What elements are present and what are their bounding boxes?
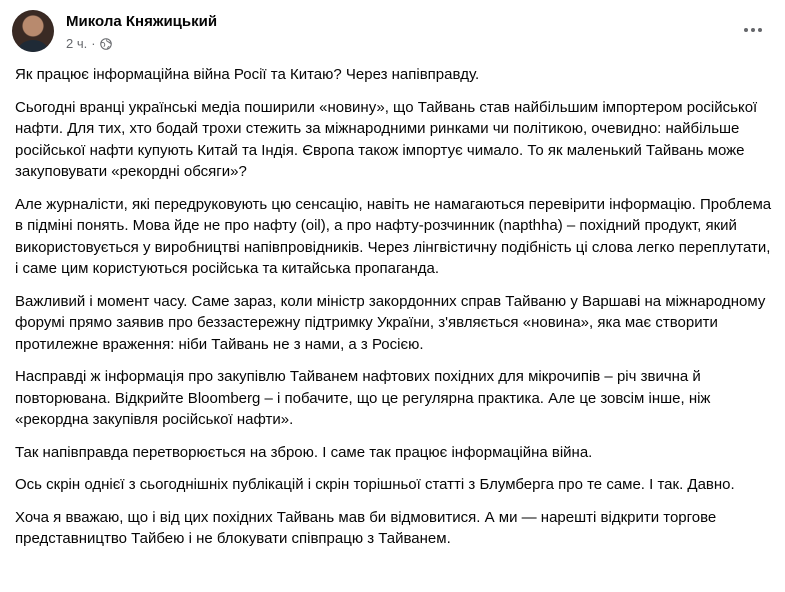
more-dot xyxy=(751,28,755,32)
more-dot xyxy=(744,28,748,32)
globe-icon[interactable] xyxy=(100,38,112,50)
author-avatar[interactable] xyxy=(12,10,54,52)
post-paragraph: Так напівправда перетворюється на зброю. І саме так працює інформаційна війна. xyxy=(15,443,593,461)
post-paragraph: Насправді ж інформація про закупівлю Тайванем нафтових похідних для мікрочипів – річ звична й повторювана. Відкрийте Bloomberg – і побачите, що це регулярна практика. Але це зовсім інше, ніж «рекордна закупівля російської нафти». xyxy=(15,368,711,428)
more-dot xyxy=(758,28,762,32)
post-paragraph: Ось скрін однієї з сьогоднішніх публікацій і скрін торішньої статті з Блумберга про те саме. І так. Давно. xyxy=(15,476,735,493)
post-body xyxy=(15,64,775,561)
post-timestamp[interactable]: 2 ч. xyxy=(66,36,88,51)
post-paragraph: Але журналісти, які передруковують цю сенсацію, навіть не намагаються перевірити інформацію. Проблема в підміні понять. Мова йде не про нафту (oil), а про нафту-розчинник (napthha) – похідний продукт, який використовується у виробництві напівпровідників. Через лінгвістичну подібність ці слова легко переплутати, і саме цим користуються російська та китайська пропаганда. xyxy=(15,195,772,277)
separator-dot: · xyxy=(91,36,96,51)
post-meta xyxy=(66,12,217,53)
post-subline xyxy=(66,35,217,53)
post-paragraph: Сьогодні вранці українські медіа поширили «новину», що Тайвань став найбільшим імпортером російської нафти. Для тих, хто бодай трохи стежить за міжнародними ринками чи політикою, очевидно: найбільше російської нафти купують Китай та Індія. Європа також імпортує чимало. То як маленький Тайвань може закуповувати «рекордні обсяги»? xyxy=(15,98,758,180)
post-paragraph: Важливий і момент часу. Саме зараз, коли міністр закордонних справ Тайваню у Варшаві на міжнародному форумі прямо заявив про беззастережну підтримку України, з'являється «новина», яка має створити протилежне враження: ніби Тайвань не з нами, а з Росією. xyxy=(15,292,766,353)
author-name[interactable]: Микола Княжицький xyxy=(66,13,218,30)
more-options-icon[interactable] xyxy=(737,20,769,40)
post-paragraph: Як працює інформаційна війна Росії та Китаю? Через напівправду. xyxy=(15,66,480,83)
post-paragraph: Хоча я вважаю, що і від цих похідних Тайвань мав би відмовитися. А ми — нарешті відкрити торгове представництво Тайбею і не блокувати співпрацю з Тайванем. xyxy=(15,508,717,547)
post-header xyxy=(12,10,217,53)
